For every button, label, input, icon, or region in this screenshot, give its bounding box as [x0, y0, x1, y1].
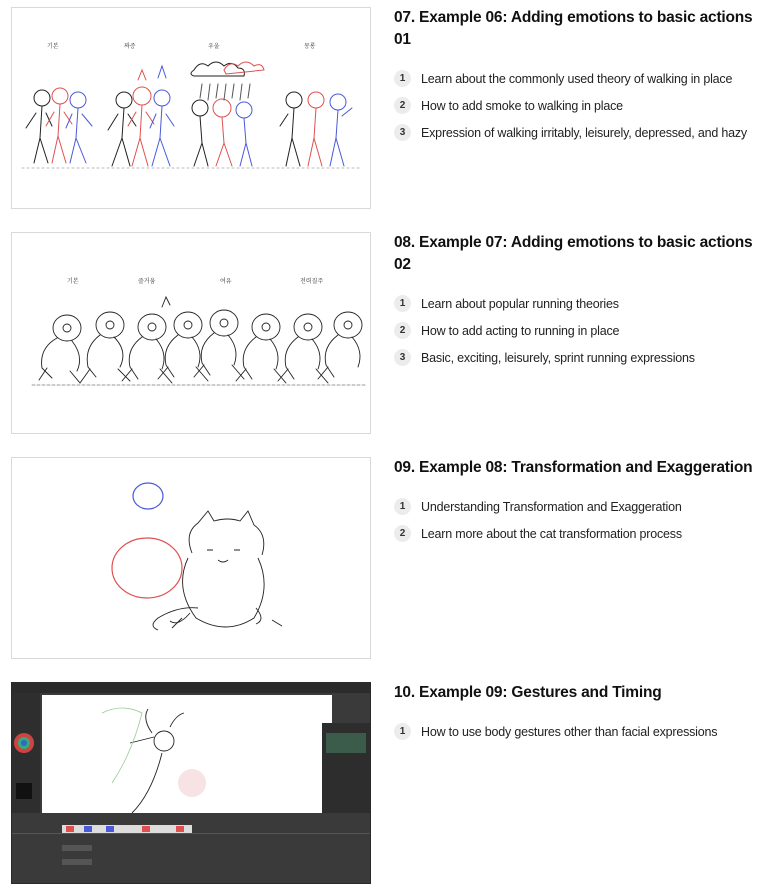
item-number-badge: 3	[394, 124, 411, 141]
list-item	[394, 317, 756, 344]
item-text: Learn more about the cat transformation process	[421, 526, 682, 541]
item-text: Learn about popular running theories	[421, 296, 619, 311]
thumb-label: 즐거움	[138, 279, 156, 285]
lesson-title[interactable]: 07. Example 06: Adding emotions to basic actions 01	[394, 9, 753, 48]
list-item	[394, 520, 756, 547]
item-text: How to add smoke to walking in place	[421, 98, 623, 113]
lesson-title[interactable]: 10. Example 09: Gestures and Timing	[394, 684, 662, 701]
item-number-badge: 1	[394, 723, 411, 740]
thumb-label: 우울	[208, 44, 220, 50]
list-item	[394, 65, 756, 92]
lesson-07-info	[394, 7, 756, 146]
walking-sketch-image	[12, 8, 371, 209]
lesson-title[interactable]: 08. Example 07: Adding emotions to basic actions 02	[394, 234, 753, 273]
lesson-08-thumbnail[interactable]	[11, 232, 371, 434]
lesson-title[interactable]: 09. Example 08: Transformation and Exaggeration	[394, 459, 753, 476]
cat-transformation-image	[12, 458, 371, 659]
item-text: How to use body gestures other than facial expressions	[421, 724, 718, 739]
animation-software-screenshot	[12, 683, 371, 884]
thumb-label: 기본	[67, 279, 79, 285]
item-text: Understanding Transformation and Exaggeration	[421, 499, 682, 514]
thumb-label: 짜증	[124, 44, 136, 50]
list-item	[394, 290, 756, 317]
lesson-items	[394, 493, 756, 547]
running-sketch-image	[12, 233, 371, 434]
lesson-items	[394, 290, 756, 371]
item-number-badge: 2	[394, 525, 411, 542]
lesson-items	[394, 718, 756, 745]
list-item	[394, 92, 756, 119]
lesson-10-thumbnail[interactable]	[11, 682, 371, 884]
list-item	[394, 493, 756, 520]
item-number-badge: 2	[394, 322, 411, 339]
item-number-badge: 1	[394, 70, 411, 87]
lesson-items	[394, 65, 756, 146]
list-item	[394, 718, 756, 745]
lesson-09-info	[394, 457, 756, 547]
lesson-08-info	[394, 232, 756, 371]
item-number-badge: 1	[394, 498, 411, 515]
item-text: Expression of walking irritably, leisurely, depressed, and hazy	[421, 125, 747, 140]
thumb-label: 전력질주	[300, 279, 324, 285]
lesson-07-thumbnail[interactable]	[11, 7, 371, 209]
thumb-label: 여유	[220, 279, 232, 285]
item-text: How to add acting to running in place	[421, 323, 620, 338]
thumb-label: 기본	[47, 44, 59, 50]
lesson-10-info	[394, 682, 756, 745]
list-item	[394, 119, 756, 146]
list-item	[394, 344, 756, 371]
item-number-badge: 3	[394, 349, 411, 366]
item-text: Learn about the commonly used theory of walking in place	[421, 71, 733, 86]
lesson-09-thumbnail[interactable]	[11, 457, 371, 659]
thumb-label: 몽롱	[304, 44, 316, 50]
item-text: Basic, exciting, leisurely, sprint running expressions	[421, 350, 695, 365]
item-number-badge: 1	[394, 295, 411, 312]
item-number-badge: 2	[394, 97, 411, 114]
